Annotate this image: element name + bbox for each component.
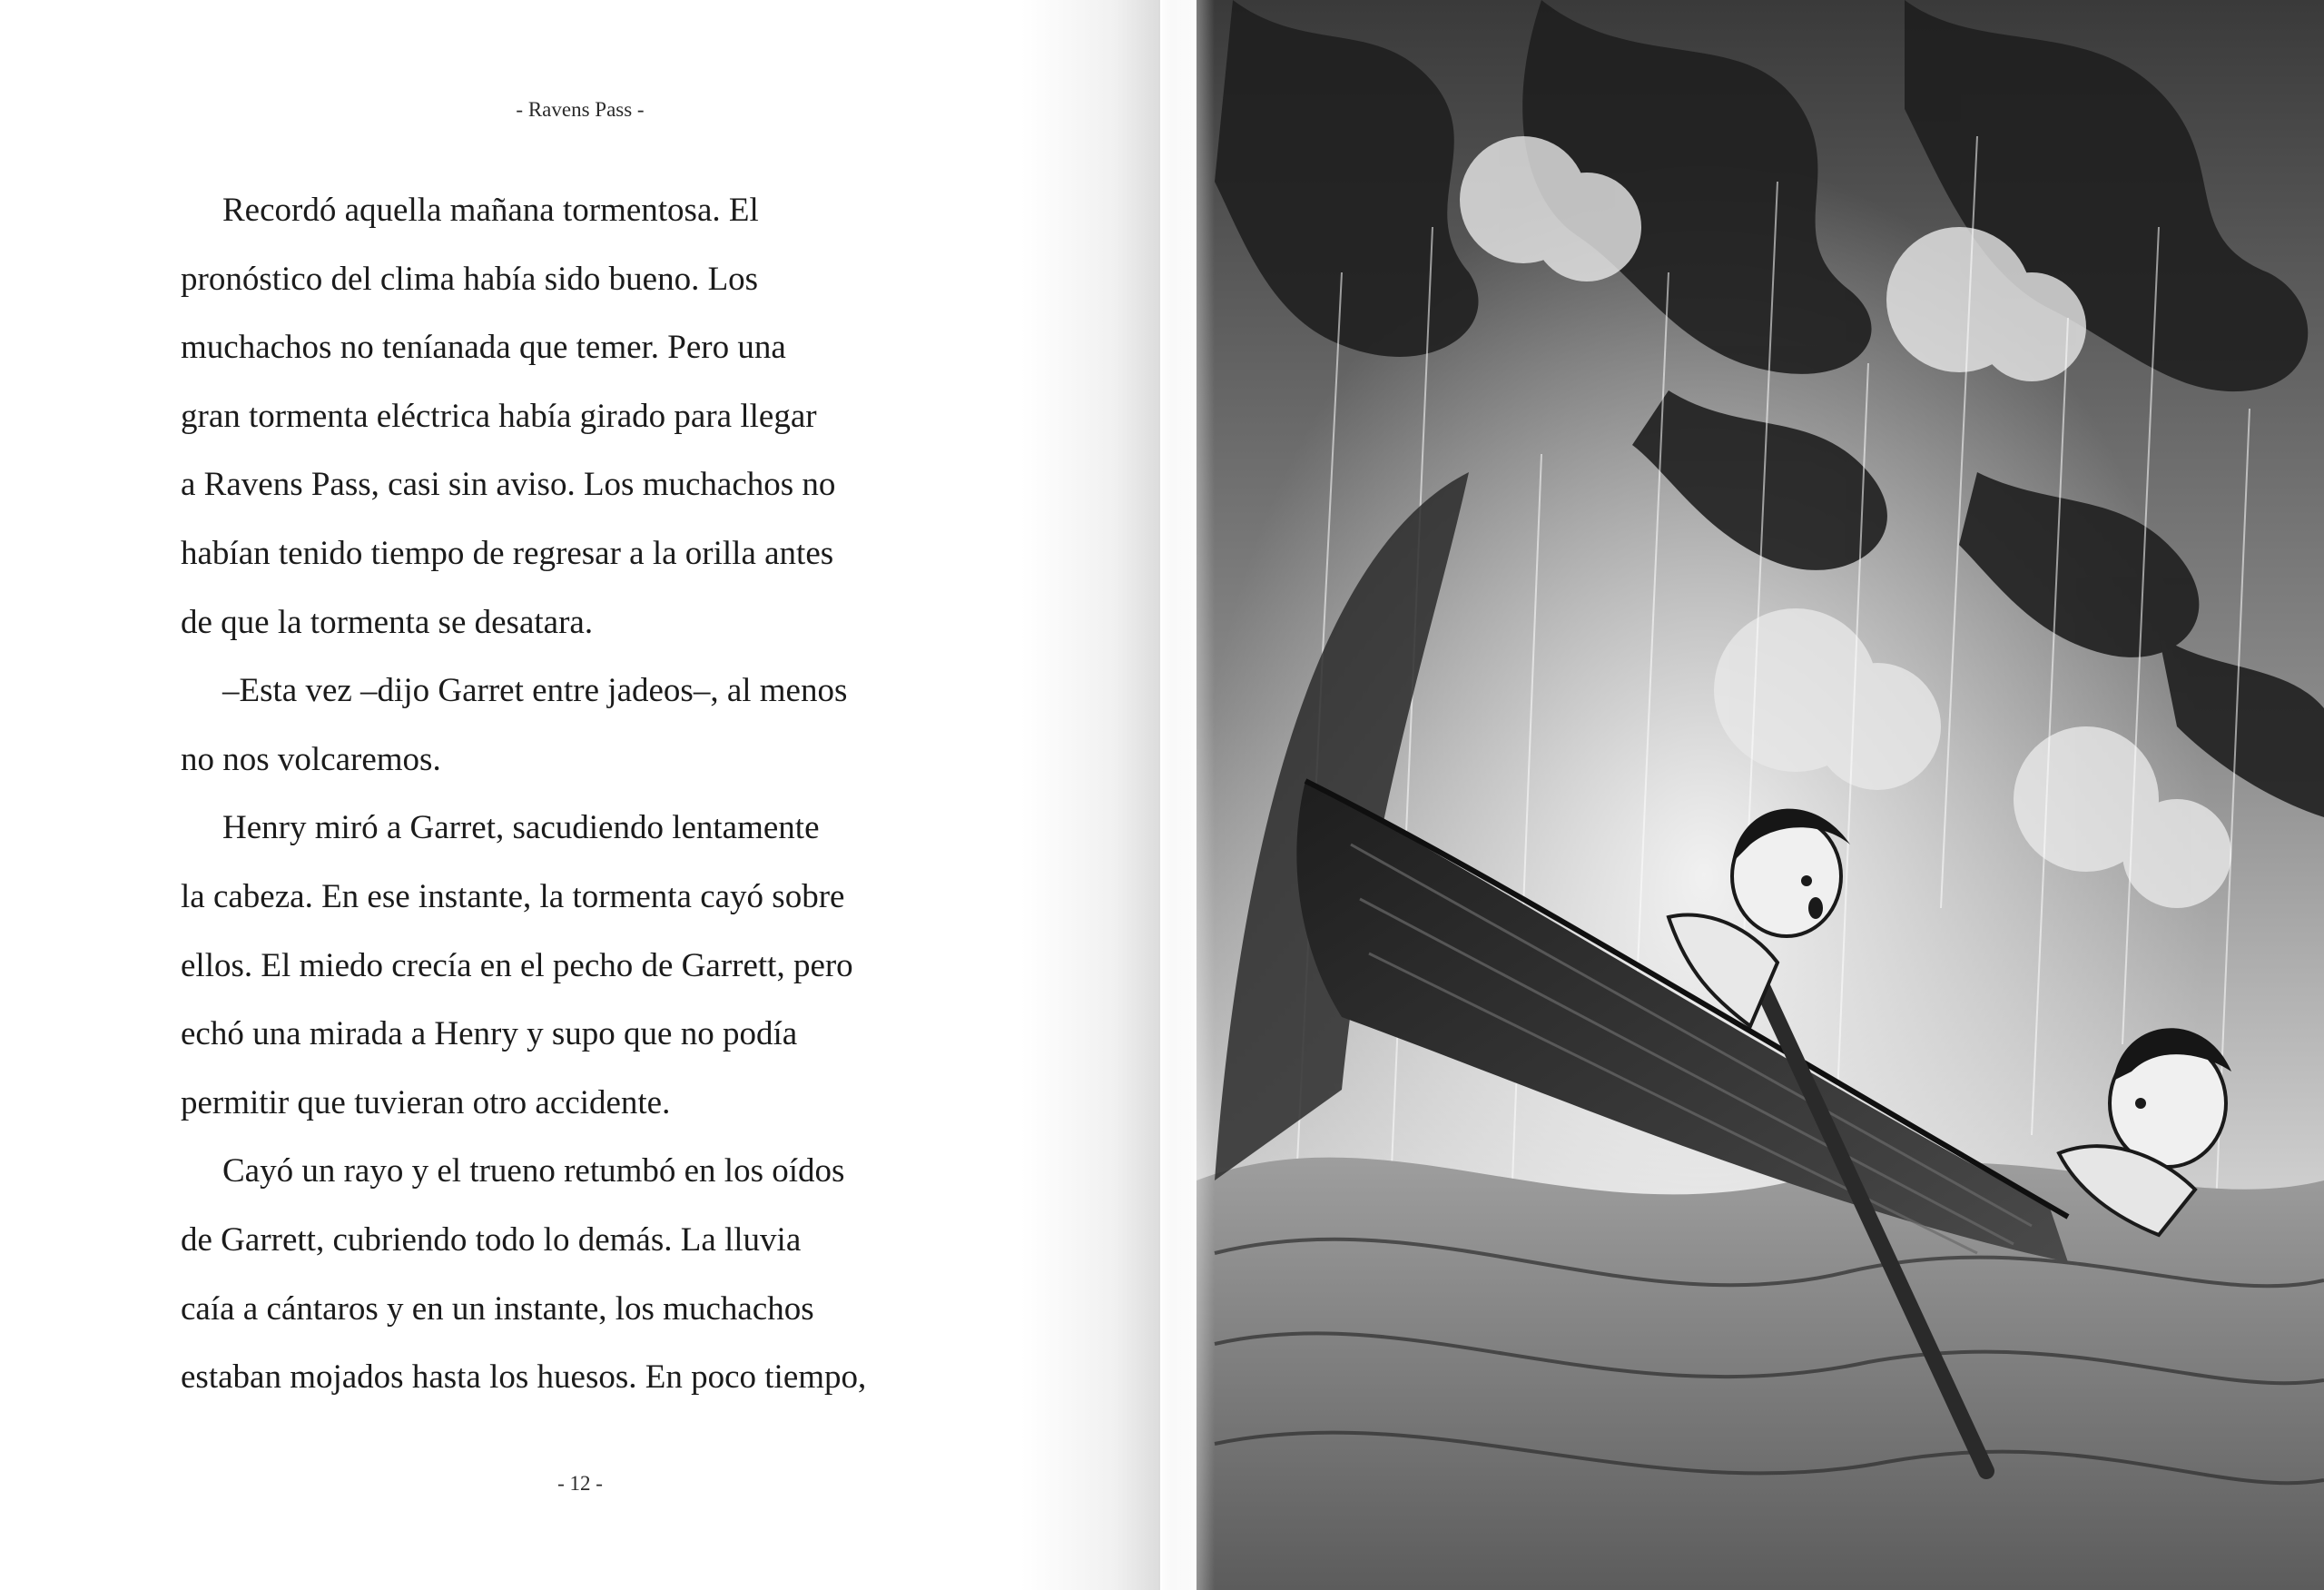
text-line: echó una mirada a Henry y supo que no podía bbox=[181, 1015, 798, 1053]
body-text bbox=[181, 176, 998, 1412]
right-page bbox=[1160, 0, 2324, 1590]
text-line: estaban mojados hasta los huesos. En poco tiempo, bbox=[181, 1358, 867, 1397]
text-line: Henry miró a Garret, sacudiendo lentamente bbox=[222, 809, 820, 847]
text-line: no nos volcaremos. bbox=[181, 740, 441, 778]
page-number: - 12 - bbox=[557, 1472, 603, 1495]
text-line: a Ravens Pass, casi sin aviso. Los muchachos no bbox=[181, 466, 836, 504]
text-line: gran tormenta eléctrica había girado para llegar bbox=[181, 397, 817, 435]
text-line: muchachos no teníanada que temer. Pero una bbox=[181, 329, 786, 367]
left-page bbox=[0, 0, 1160, 1590]
text-line: permitir que tuvieran otro accidente. bbox=[181, 1083, 671, 1121]
text-line: Recordó aquella mañana tormentosa. El bbox=[222, 192, 759, 229]
storm-boat-illustration bbox=[1160, 0, 2324, 1590]
text-line: pronóstico del clima había sido bueno. Los bbox=[181, 260, 759, 298]
text-line: Cayó un rayo y el trueno retumbó en los oídos bbox=[222, 1152, 845, 1190]
text-line: de Garrett, cubriendo todo lo demás. La lluvia bbox=[181, 1220, 802, 1259]
text-line: –Esta vez –dijo Garret entre jadeos–, al menos bbox=[222, 672, 848, 710]
text-line: habían tenido tiempo de regresar a la orilla antes bbox=[181, 534, 834, 572]
text-line: caía a cántaros y en un instante, los muchachos bbox=[181, 1289, 814, 1328]
text-line: la cabeza. En ese instante, la tormenta cayó sobre bbox=[181, 877, 845, 915]
running-head: - Ravens Pass - bbox=[516, 98, 645, 121]
text-line: de que la tormenta se desatara. bbox=[181, 603, 594, 641]
text-line: ellos. El miedo crecía en el pecho de Garrett, pero bbox=[181, 946, 853, 984]
